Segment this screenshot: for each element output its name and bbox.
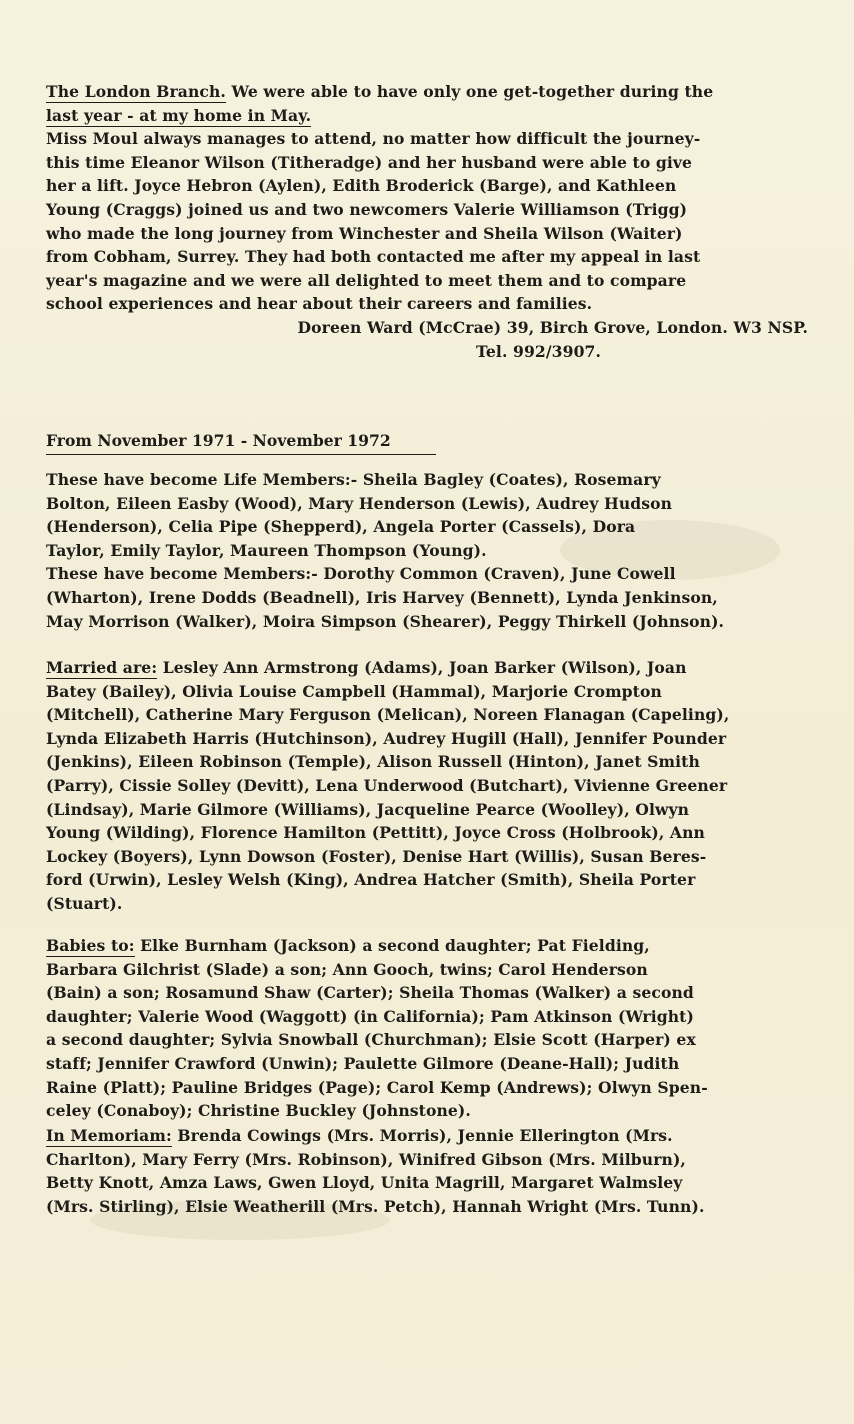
text-line: These have become Life Members:- Sheila Bagley (Coates), Rosemary <box>46 470 661 489</box>
text-line: (Wharton), Irene Dodds (Beadnell), Iris Harvey (Bennett), Lynda Jenkinson, <box>46 587 718 607</box>
text-line: her a lift. Joyce Hebron (Aylen), Edith Broderick (Barge), and Kathleen <box>46 176 677 196</box>
telephone: Tel. 992/3907. <box>476 341 601 361</box>
text-line: Elke Burnham (Jackson) a second daughter; Pat Fielding, <box>134 936 650 955</box>
text-line: Bolton, Eileen Easby (Wood), Mary Henderson (Lewis), Audrey Hudson <box>46 493 673 513</box>
text-line: ford (Urwin), Lesley Welsh (King), Andrea Hatcher (Smith), Sheila Porter <box>46 870 696 890</box>
signature: Doreen Ward (McCrae) 39, Birch Grove, London. W3 NSP. <box>297 317 808 337</box>
text-line: Lockey (Boyers), Lynn Dowson (Foster), Denise Hart (Willis), Susan Beres- <box>46 846 707 866</box>
text-line: We were able to have only one get-together during the <box>231 82 714 101</box>
text-line: from Cobham, Surrey. They had both contacted me after my appeal in last <box>46 247 701 267</box>
london-branch-heading: The London Branch. <box>46 82 226 101</box>
text-line: May Morrison (Walker), Moira Simpson (Shearer), Peggy Thirkell (Johnson). <box>46 611 725 631</box>
text-line: (Lindsay), Marie Gilmore (Williams), Jacqueline Pearce (Woolley), Olwyn <box>46 799 690 819</box>
text-line: a second daughter; Sylvia Snowball (Churchman); Elsie Scott (Harper) ex <box>46 1030 696 1050</box>
text-line <box>46 656 816 680</box>
london-branch-line-1 <box>46 80 816 104</box>
text-line: These have become Members:- Dorothy Common (Craven), June Cowell <box>46 564 676 584</box>
text-line: Charlton), Mary Ferry (Mrs. Robinson), Winifred Gibson (Mrs. Milburn), <box>46 1149 686 1169</box>
married-section <box>46 656 816 916</box>
text-line: Miss Moul always manages to attend, no matter how difficult the journey- <box>46 129 701 149</box>
text-line: Raine (Platt); Pauline Bridges (Page); Carol Kemp (Andrews); Olwyn Spen- <box>46 1077 708 1097</box>
text-line: who made the long journey from Winchester and Sheila Wilson (Waiter) <box>46 223 683 243</box>
text-line: (Henderson), Celia Pipe (Shepperd), Angela Porter (Cassels), Dora <box>46 517 636 537</box>
text-line: school experiences and hear about their careers and families. <box>46 294 593 314</box>
text-line: (Stuart). <box>46 893 123 913</box>
text-line <box>46 1124 816 1148</box>
text-line: daughter; Valerie Wood (Waggott) (in California); Pam Atkinson (Wright) <box>46 1006 694 1026</box>
text-line: Barbara Gilchrist (Slade) a son; Ann Gooch, twins; Carol Henderson <box>46 959 648 979</box>
period-heading: From November 1971 - November 1972 <box>46 430 436 455</box>
text-line: year's magazine and we were all delighted to meet them and to compare <box>46 270 687 290</box>
text-line: celey (Conaboy); Christine Buckley (Johnstone). <box>46 1101 471 1121</box>
married-label: Married are: <box>46 658 158 677</box>
membership-section <box>46 468 816 633</box>
text-line: (Mrs. Stirling), Elsie Weatherill (Mrs. Petch), Hannah Wright (Mrs. Tunn). <box>46 1196 705 1216</box>
text-line: Young (Wilding), Florence Hamilton (Pettitt), Joyce Cross (Holbrook), Ann <box>46 823 705 843</box>
text-line: Brenda Cowings (Mrs. Morris), Jennie Ellerington (Mrs. <box>171 1126 673 1145</box>
text-line: (Jenkins), Eileen Robinson (Temple), Alison Russell (Hinton), Janet Smith <box>46 752 700 772</box>
text-line: (Mitchell), Catherine Mary Ferguson (Melican), Noreen Flanagan (Capeling), <box>46 705 730 725</box>
text-line: (Bain) a son; Rosamund Shaw (Carter); Sheila Thomas (Walker) a second <box>46 983 694 1003</box>
text-line: Lynda Elizabeth Harris (Hutchinson), Audrey Hugill (Hall), Jennifer Pounder <box>46 728 727 748</box>
text-line <box>46 934 816 958</box>
text-line <box>46 104 816 128</box>
text-line: Batey (Bailey), Olivia Louise Campbell (Hammal), Marjorie Crompton <box>46 681 662 701</box>
text-line-underlined: last year - at my home in May. <box>46 105 312 125</box>
text-line: Taylor, Emily Taylor, Maureen Thompson (Young). <box>46 540 487 560</box>
text-line: this time Eleanor Wilson (Titheradge) and her husband were able to give <box>46 152 693 172</box>
babies-label: Babies to: <box>46 936 135 955</box>
text-line: staff; Jennifer Crawford (Unwin); Paulette Gilmore (Deane-Hall); Judith <box>46 1053 680 1073</box>
text-line: Betty Knott, Amza Laws, Gwen Lloyd, Unita Magrill, Margaret Walmsley <box>46 1173 683 1193</box>
text-line: Young (Craggs) joined us and two newcomers Valerie Williamson (Trigg) <box>46 199 688 219</box>
memoriam-section <box>46 1124 816 1218</box>
memoriam-label: In Memoriam: <box>46 1126 172 1145</box>
text-line: (Parry), Cissie Solley (Devitt), Lena Underwood (Butchart), Vivienne Greener <box>46 775 728 795</box>
text-line: Lesley Ann Armstrong (Adams), Joan Barker (Wilson), Joan <box>157 658 687 677</box>
london-branch-section <box>46 80 816 363</box>
babies-section <box>46 934 816 1123</box>
